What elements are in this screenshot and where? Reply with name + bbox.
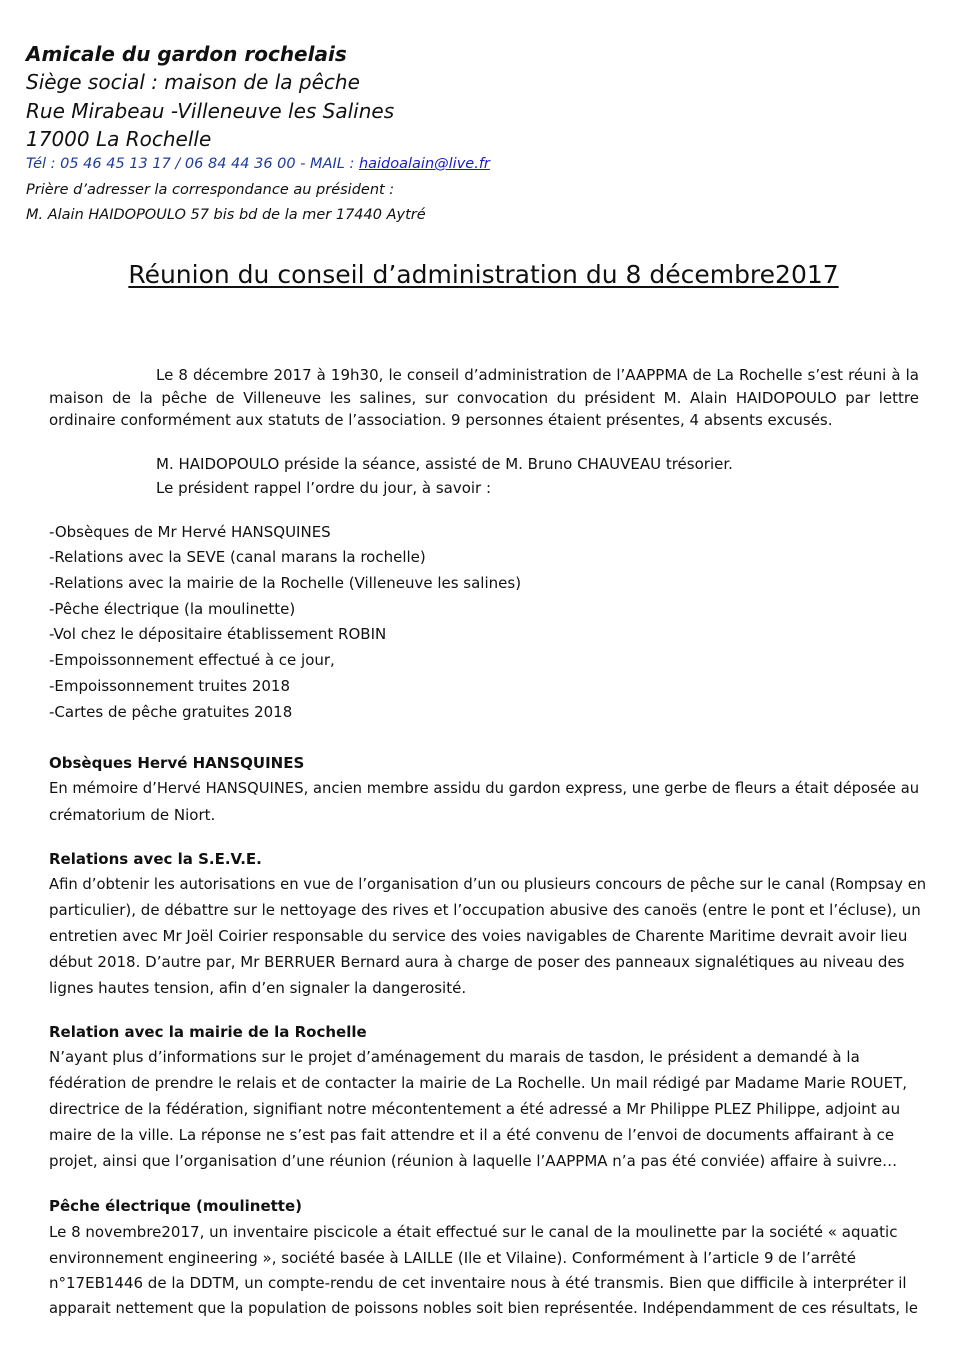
section-line: crématorium de Niort. <box>49 806 216 824</box>
agenda-item: -Pêche électrique (la moulinette) <box>49 600 296 618</box>
agenda-item: -Vol chez le dépositaire établissement ROBIN <box>49 625 387 643</box>
section-line: projet, ainsi que l’organisation d’une réunion (réunion à laquelle l’AAPPMA n’a pas été conviée) affaire à suivre… <box>49 1152 898 1170</box>
section-line: début 2018. D’autre par, Mr BERRUER Bernard aura à charge de poser des panneaux signalétiques au niveau des <box>49 953 905 971</box>
contact-phones: Tél : 05 46 45 13 17 / 06 84 44 36 00 - MAIL : <box>26 156 359 172</box>
section-heading: Relations avec la S.E.V.E. <box>49 850 262 868</box>
section-line: lignes hautes tension, afin d’en signaler la dangerosité. <box>49 979 467 997</box>
email-link[interactable]: haidoalain@live.fr <box>358 156 490 172</box>
section-line: Le 8 novembre2017, un inventaire piscicole a était effectué sur le canal de la moulinette par la société « aquatic <box>49 1223 898 1241</box>
document-title <box>0 260 967 289</box>
section-line: En mémoire d’Hervé HANSQUINES, ancien membre assidu du gardon express, une gerbe de fleurs a était déposée au <box>49 780 920 797</box>
section-line: maire de la ville. La réponse ne s’est pas fait attendre et il a été convenu de l’envoi de documents affairant à ce <box>49 1126 895 1144</box>
presiding-line: M. HAIDOPOULO préside la séance, assisté de M. Bruno CHAUVEAU trésorier. <box>156 455 733 473</box>
intro-paragraph: Le 8 décembre 2017 à 19h30, le conseil d’administration de l’AAPPMA de La Rochelle s’est réuni à la maison de la pêche de Villeneuve les salines, sur convocation du président M. Alain HAIDOPOULO par lettre ordinaire conformément aux statuts de l’association. 9 personnes étaient présentes, 4 absents excusés. <box>49 366 919 429</box>
correspondence-note: Prière d’adresser la correspondance au président : <box>26 182 395 198</box>
president-address: M. Alain HAIDOPOULO 57 bis bd de la mer 17440 Aytré <box>26 207 426 223</box>
header-address-line: Rue Mirabeau -Villeneuve les Salines <box>26 99 395 123</box>
section-heading: Pêche électrique (moulinette) <box>49 1197 303 1215</box>
document-title-text: Réunion du conseil d’administration du 8 décembre2017 <box>128 260 839 289</box>
agenda-item: -Obsèques de Mr Hervé HANSQUINES <box>49 523 331 541</box>
section-heading: Obsèques Hervé HANSQUINES <box>49 754 305 772</box>
section-line: fédération de prendre le relais et de contacter la mairie de La Rochelle. Un mail rédigé par Madame Marie ROUET, <box>49 1074 908 1092</box>
agenda-item: -Relations avec la SEVE (canal marans la rochelle) <box>49 548 426 566</box>
section-line: environnement engineering », société basée à LAILLE (Ile et Vilaine). Conformément à l’article 9 de l’arrêté <box>49 1249 857 1267</box>
section-line: apparait nettement que la population de poissons nobles soit bien représentée. Indépendamment de ces résultats, le <box>49 1300 918 1317</box>
agenda-item: -Empoissonnement effectué à ce jour, <box>49 651 335 669</box>
section-line: n°17EB1446 de la DDTM, un compte-rendu de cet inventaire nous à été transmis. Bien que difficile à interpréter il <box>49 1274 907 1292</box>
agenda-intro: Le président rappel l’ordre du jour, à savoir : <box>156 479 492 497</box>
section-line: particulier), de débattre sur le nettoyage des rives et l’occupation abusive des canoës (entre le pont et l’écluse), un <box>49 901 921 919</box>
section-line: N’ayant plus d’informations sur le projet d’aménagement du marais de tasdon, le président a demandé à la <box>49 1048 860 1066</box>
section-line: entretien avec Mr Joël Coirier responsable du service des voies navigables de Charente Maritime devrait avoir lieu <box>49 927 908 945</box>
header-address-line: Siège social : maison de la pêche <box>26 70 360 94</box>
header-address-line: 17000 La Rochelle <box>26 127 212 151</box>
agenda-item: -Empoissonnement truites 2018 <box>49 677 291 695</box>
section-line: Afin d’obtenir les autorisations en vue de l’organisation d’un ou plusieurs concours de pêche sur le canal (Rompsay en <box>49 876 927 893</box>
section-heading: Relation avec la mairie de la Rochelle <box>49 1023 367 1041</box>
section-line: directrice de la fédération, signifiant notre mécontentement a été adressé a Mr Philippe PLEZ Philippe, adjoint au <box>49 1100 901 1118</box>
org-name: Amicale du gardon rochelais <box>26 42 347 66</box>
contact-line <box>26 156 490 172</box>
agenda-item: -Cartes de pêche gratuites 2018 <box>49 703 293 721</box>
agenda-item: -Relations avec la mairie de la Rochelle (Villeneuve les salines) <box>49 574 522 592</box>
